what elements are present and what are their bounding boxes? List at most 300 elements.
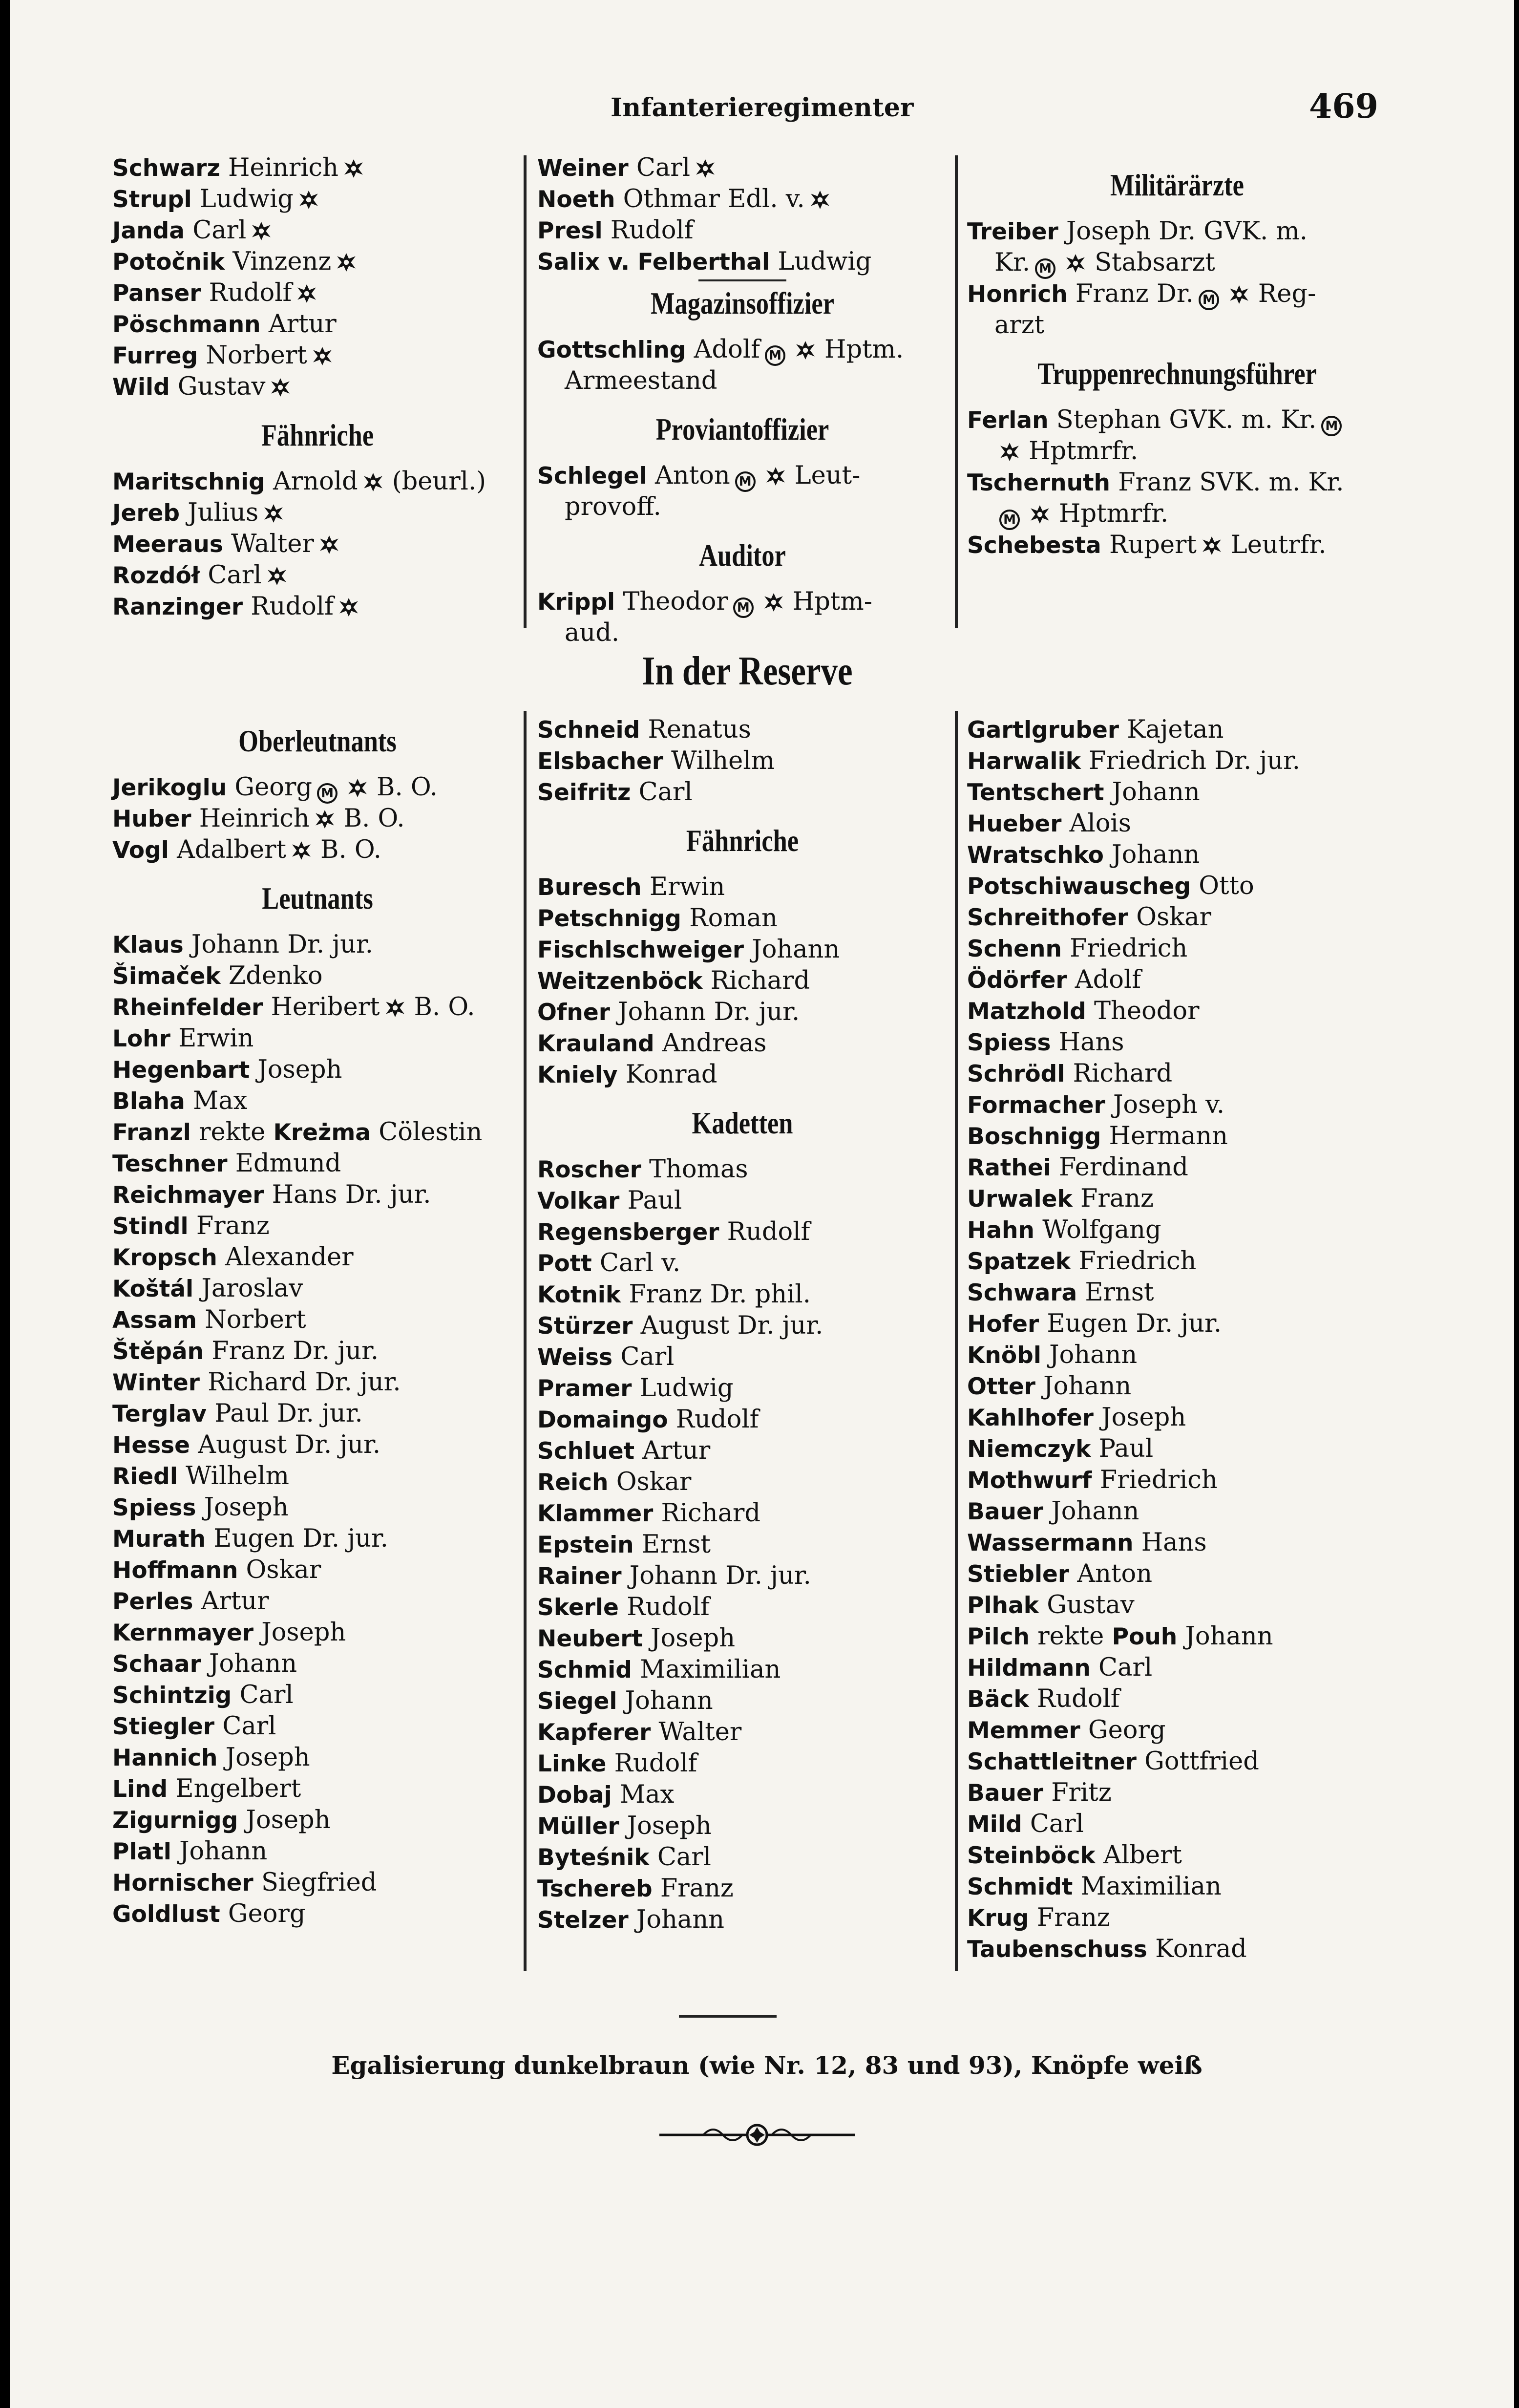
section-heading: Fähnriche: [686, 823, 799, 858]
roster-entry: [967, 405, 1387, 436]
roster-entry: [537, 1467, 948, 1498]
given-name: Maximilian: [632, 1655, 781, 1684]
alias-given-name: Cölestin: [371, 1118, 483, 1147]
surname: Kapferer: [537, 1719, 651, 1746]
surname: Janda: [112, 217, 185, 244]
given-name: Eugen Dr. jur.: [206, 1524, 388, 1553]
rank-note: B. O.: [343, 804, 405, 833]
cross-pattee-icon: [336, 252, 357, 273]
surname: Wassermann: [967, 1530, 1134, 1556]
roster-entry: [967, 1777, 1387, 1809]
given-name: Joseph: [619, 1811, 712, 1840]
roster-entry: [537, 777, 948, 808]
surname: Winter: [112, 1369, 200, 1396]
given-name: Ludwig: [191, 185, 294, 213]
roster-entry: [967, 1621, 1387, 1652]
surname: Spiess: [967, 1029, 1051, 1056]
surname: Potočnik: [112, 249, 225, 276]
roster-entry: [112, 1117, 523, 1148]
roster-entry: [537, 1717, 948, 1748]
roster-entry: [967, 933, 1387, 964]
given-name: Max: [185, 1087, 248, 1115]
roster-entry: [112, 1898, 523, 1930]
roster-entry: [537, 1498, 948, 1529]
given-name: Carl: [612, 1343, 675, 1371]
given-name: Gustav: [1039, 1591, 1135, 1620]
given-name: Carl: [185, 216, 247, 245]
given-name: Joseph: [642, 1624, 736, 1653]
given-name: Thomas: [641, 1155, 748, 1184]
roster-entry: [967, 1934, 1387, 1965]
surname: Elsbacher: [537, 748, 663, 775]
roster-entry: [967, 1652, 1387, 1683]
given-name: Walter: [223, 530, 314, 558]
reserve-column-3: [967, 714, 1387, 1965]
given-name: Johann: [617, 1686, 713, 1715]
medal-m-icon: M: [765, 345, 785, 366]
given-name: Franz SVK. m. Kr.: [1110, 468, 1344, 497]
surname: Wild: [112, 374, 170, 401]
roster-entry: [112, 246, 523, 277]
roster-entry: [112, 1398, 523, 1429]
surname: Schluet: [537, 1438, 635, 1465]
surname: Terglav: [112, 1401, 207, 1428]
given-name: Paul Dr. jur.: [206, 1399, 363, 1428]
cross-pattee-icon: [1229, 284, 1249, 305]
surname: Tschernuth: [967, 469, 1111, 496]
surname: Regensberger: [537, 1219, 719, 1246]
surname: Bauer: [967, 1498, 1044, 1525]
roster-entry: [112, 1304, 523, 1336]
surname: Hildmann: [967, 1655, 1091, 1682]
medal-m-icon: M: [1199, 290, 1219, 310]
cross-pattee-icon: [695, 158, 716, 179]
roster-entry: [537, 1279, 948, 1310]
given-name: Johann: [1103, 840, 1200, 869]
given-name: Oskar: [1128, 903, 1211, 932]
surname: Weitzenböck: [537, 968, 703, 995]
given-name: Johann: [744, 935, 840, 964]
surname: Pilch: [967, 1623, 1030, 1650]
given-name: Johann Dr. jur.: [183, 930, 373, 959]
cross-pattee-icon: [810, 190, 830, 210]
roster-entry: [967, 310, 1387, 341]
roster-entry: [112, 560, 523, 591]
given-name: Friedrich: [1092, 1466, 1218, 1494]
alias-given-name: Johann: [1177, 1622, 1273, 1651]
page-number: 469: [1309, 87, 1378, 126]
medal-m-icon: M: [317, 783, 338, 804]
surname: Vogl: [112, 837, 169, 864]
section-heading: Fähnriche: [261, 418, 374, 452]
roster-entry: [112, 1492, 523, 1523]
surname: Linke: [537, 1750, 607, 1777]
surname: Krug: [967, 1905, 1029, 1932]
surname: Gottschling: [537, 337, 686, 363]
roster-entry: [112, 1461, 523, 1492]
surname: Schrödl: [967, 1061, 1065, 1087]
roster-entry: [537, 1811, 948, 1842]
given-name: Andreas: [654, 1029, 767, 1058]
column-divider: [955, 155, 958, 628]
surname: Taubenschuss: [967, 1936, 1147, 1963]
given-name: Hermann: [1101, 1122, 1228, 1151]
roster-entry: [967, 1308, 1387, 1340]
given-name: Otto: [1191, 872, 1254, 900]
roster-entry: [537, 1904, 948, 1936]
surname: Klammer: [537, 1500, 654, 1527]
given-name: Paul: [619, 1186, 682, 1215]
roster-entry: [967, 498, 1387, 530]
roster-entry: [537, 1623, 948, 1654]
roster-entry: [967, 1809, 1387, 1840]
section-heading: Magazinsoffizier: [651, 286, 834, 320]
roster-entry: [967, 1746, 1387, 1777]
roster-entry: [967, 1715, 1387, 1746]
given-name: Carl v.: [591, 1249, 681, 1278]
given-name: Johann: [1043, 1497, 1139, 1526]
given-name: Alois: [1061, 809, 1131, 838]
roster-entry: [967, 1089, 1387, 1121]
given-name: Ernst: [633, 1530, 711, 1559]
cross-pattee-icon: [999, 442, 1020, 462]
given-name: Rudolf: [719, 1217, 810, 1246]
surname: Presl: [537, 217, 603, 244]
roster-entry: [112, 309, 523, 340]
roster-entry: [112, 1555, 523, 1586]
given-name: Siegfried: [253, 1868, 377, 1897]
given-name: Renatus: [640, 715, 751, 744]
roster-entry: [537, 365, 948, 397]
roster-entry: [967, 216, 1387, 247]
surname: Hannich: [112, 1745, 218, 1771]
section-heading: Proviantoffizier: [655, 412, 829, 447]
surname: Pöschmann: [112, 311, 261, 338]
cross-pattee-icon: [312, 346, 333, 366]
medal-m-icon: M: [999, 510, 1020, 530]
roster-entry: [967, 1402, 1387, 1433]
surname: Schwarz: [112, 155, 220, 182]
given-name: Carl: [628, 153, 691, 182]
surname: Blaha: [112, 1088, 185, 1115]
section-heading: Truppenrechnungsführer: [1037, 356, 1317, 391]
surname: Hegenbart: [112, 1057, 250, 1084]
given-name: Anton: [647, 461, 730, 490]
surname: Noeth: [537, 186, 615, 213]
roster-entry: [967, 1371, 1387, 1402]
reserve-column-2: [537, 714, 948, 1936]
given-name: Joseph: [1093, 1403, 1186, 1432]
given-name: Roman: [681, 904, 778, 933]
roster-entry: [967, 436, 1387, 467]
given-name: Norbert: [198, 341, 307, 370]
surname: Skerle: [537, 1594, 619, 1621]
surname: Stindl: [112, 1213, 189, 1240]
rank-note: Stabsarzt: [1095, 248, 1215, 277]
roster-entry: [537, 997, 948, 1028]
medal-m-icon: M: [733, 597, 754, 618]
rank-note: B. O.: [320, 835, 381, 864]
surname: Schlegel: [537, 463, 647, 490]
rank-note: Hptmrfr.: [1059, 499, 1169, 528]
surname: Ranzinger: [112, 594, 243, 620]
given-name: Carl: [1090, 1653, 1153, 1682]
given-name: Max: [612, 1780, 675, 1809]
roster-entry: [537, 1560, 948, 1592]
surname: Rheinfelder: [112, 994, 263, 1021]
surname: Siegel: [537, 1688, 617, 1715]
roster-entry: [112, 152, 523, 184]
surname: Reich: [537, 1469, 609, 1496]
roster-entry: [537, 491, 948, 523]
given-name: Joseph: [238, 1806, 331, 1834]
roster-entry: [537, 1654, 948, 1685]
given-name: Franz: [1029, 1903, 1110, 1932]
roster-entry: [537, 1059, 948, 1090]
given-name: rekte: [190, 1118, 274, 1147]
roster-entry: [112, 371, 523, 403]
surname: Stiebler: [967, 1561, 1070, 1588]
surname: Kernmayer: [112, 1620, 254, 1646]
surname: Schmidt: [967, 1874, 1073, 1900]
surname: Mothwurf: [967, 1467, 1092, 1494]
surname: Kahlhofer: [967, 1405, 1094, 1431]
column-divider: [955, 711, 958, 1971]
footer-rule: [679, 2015, 777, 2018]
surname: Assam: [112, 1307, 197, 1334]
rank-note: Hptm.: [824, 335, 904, 364]
given-name: Friedrich Dr. jur.: [1080, 746, 1301, 775]
roster-entry: [967, 1465, 1387, 1496]
surname: Stelzer: [537, 1907, 629, 1934]
given-name: Joseph: [253, 1618, 346, 1647]
roster-entry: [537, 152, 948, 184]
given-name: Konrad: [1147, 1935, 1247, 1963]
roster-entry: [537, 586, 948, 618]
given-name: Johann: [201, 1649, 297, 1678]
roster-entry: [537, 215, 948, 246]
surname: Rainer: [537, 1563, 622, 1590]
given-name: Rudolf: [602, 216, 694, 245]
roster-entry: [537, 184, 948, 215]
cross-pattee-icon: [1030, 504, 1050, 525]
roster-entry: [112, 1711, 523, 1742]
given-name: Rudolf: [201, 278, 292, 307]
surname: Hornischer: [112, 1870, 253, 1897]
surname: Schenn: [967, 936, 1062, 962]
given-name: rekte: [1030, 1622, 1112, 1651]
surname: Spatzek: [967, 1248, 1071, 1275]
given-name: Franz Dr.: [1067, 279, 1194, 308]
surname: Kniely: [537, 1062, 618, 1088]
given-name: Hans: [1051, 1028, 1124, 1057]
surname: Huber: [112, 806, 191, 832]
given-name: Artur: [634, 1436, 711, 1465]
given-name: Eugen Dr. jur.: [1039, 1309, 1222, 1338]
roster-entry: [967, 996, 1387, 1027]
surname: Wratschko: [967, 842, 1104, 869]
given-name: Albert: [1095, 1841, 1182, 1870]
roster-entry: [967, 1840, 1387, 1871]
surname: Neubert: [537, 1625, 643, 1652]
roster-entry: [112, 803, 523, 834]
reserve-heading: In der Reserve: [642, 648, 853, 694]
surname: Goldlust: [112, 1901, 220, 1928]
surname: Pramer: [537, 1375, 632, 1402]
surname: Harwalik: [967, 748, 1081, 775]
roster-entry: [112, 1429, 523, 1461]
surname: Fischlschweiger: [537, 937, 744, 963]
cross-pattee-icon: [763, 592, 784, 613]
given-name: Carl: [200, 561, 262, 590]
surname: Knöbl: [967, 1342, 1041, 1369]
alias-surname: Kreżma: [273, 1119, 371, 1146]
surname: Stürzer: [537, 1313, 633, 1340]
roster-entry: [537, 965, 948, 997]
roster-entry: [112, 1179, 523, 1211]
given-name: Konrad: [617, 1060, 717, 1089]
roster-entry: [112, 1805, 523, 1836]
medal-m-icon: M: [1321, 416, 1342, 436]
surname: Ödörfer: [967, 967, 1067, 994]
surname: Stiegler: [112, 1713, 215, 1740]
roster-entry: [112, 184, 523, 215]
surname: Steinböck: [967, 1842, 1096, 1869]
reserve-column-1: [112, 708, 523, 1930]
roster-entry: [967, 1058, 1387, 1089]
roster-entry: [537, 1248, 948, 1279]
cross-pattee-icon: [343, 158, 364, 179]
cross-pattee-icon: [765, 466, 786, 487]
surname: Buresch: [537, 874, 642, 901]
cross-pattee-icon: [263, 503, 284, 524]
given-name: Adolf: [1067, 965, 1141, 994]
section-heading: Leutnants: [262, 881, 373, 916]
rank-note: B. O.: [414, 993, 475, 1022]
surname: Volkar: [537, 1188, 620, 1215]
surname: Honrich: [967, 281, 1068, 308]
given-name: Anton: [1069, 1559, 1153, 1588]
surname: Franzl: [112, 1119, 191, 1146]
roster-entry: [537, 1185, 948, 1216]
roster-entry: [537, 872, 948, 903]
roster-entry: [112, 834, 523, 866]
given-name: Paul: [1091, 1434, 1154, 1463]
roster-entry: [112, 1773, 523, 1805]
cross-pattee-icon: [385, 998, 405, 1018]
given-name: Jaroslav: [193, 1274, 303, 1303]
cross-pattee-icon: [338, 597, 359, 618]
surname: Koštál: [112, 1276, 194, 1302]
roster-entry: [537, 746, 948, 777]
roster-entry: [967, 1121, 1387, 1152]
roster-entry: [112, 340, 523, 371]
roster-entry: [967, 1527, 1387, 1558]
roster-entry: [112, 466, 523, 497]
surname: Niemczyk: [967, 1436, 1091, 1463]
surname: Formacher: [967, 1092, 1105, 1119]
given-name: Georg: [1080, 1716, 1166, 1745]
given-name: Richard Dr. jur.: [199, 1368, 401, 1397]
roster-entry: [537, 460, 948, 491]
surname: Dobaj: [537, 1782, 612, 1809]
surname: Jereb: [112, 500, 180, 527]
roster-entry: [537, 1310, 948, 1342]
surname: Schmid: [537, 1657, 632, 1683]
given-name: Carl: [1022, 1810, 1084, 1838]
roster-entry: [112, 1680, 523, 1711]
cross-pattee-icon: [267, 566, 287, 586]
roster-entry: [537, 1373, 948, 1404]
surname: Salix v. Felberthal: [537, 249, 770, 276]
roster-entry: [967, 1496, 1387, 1527]
given-name: Carl: [631, 778, 693, 807]
roster-entry: [112, 1086, 523, 1117]
given-name: Johann: [1104, 778, 1200, 807]
roster-entry: [967, 1871, 1387, 1902]
roster-entry: [112, 1148, 523, 1179]
given-name: Johann Dr. jur.: [621, 1561, 811, 1590]
surname: Schintzig: [112, 1682, 232, 1709]
given-name: Friedrich: [1061, 934, 1188, 963]
given-name: Rudolf: [618, 1593, 710, 1621]
surname: Šimaček: [112, 963, 221, 990]
roster-entry: [537, 1685, 948, 1717]
roster-entry: [967, 1683, 1387, 1715]
roster-entry: [112, 1648, 523, 1680]
roster-entry: [112, 591, 523, 622]
surname: Strupl: [112, 186, 192, 213]
surname: Hesse: [112, 1432, 190, 1459]
roster-entry: [112, 960, 523, 992]
section-heading: Kadetten: [692, 1106, 793, 1140]
roster-entry: [112, 497, 523, 529]
footer-note: Egalisierung dunkelbraun (wie Nr. 12, 83 und 93), Knöpfe weiß: [331, 2051, 1203, 2080]
roster-entry: [967, 1902, 1387, 1934]
roster-entry: [537, 1342, 948, 1373]
given-name: Georg: [220, 1899, 306, 1928]
given-name: Theodor: [1086, 997, 1200, 1025]
surname: Hoffmann: [112, 1557, 238, 1584]
roster-entry: [112, 772, 523, 803]
cross-pattee-icon: [1202, 535, 1222, 556]
surname: Ferlan: [967, 407, 1049, 434]
given-name: August Dr. jur.: [633, 1311, 823, 1340]
rank-note: Hptmrfr.: [1029, 437, 1139, 466]
surname: Riedl: [112, 1463, 178, 1490]
top-column-2: [537, 152, 948, 649]
surname: Meeraus: [112, 531, 223, 558]
given-name: Walter: [651, 1718, 742, 1747]
document-page: [10, 0, 1514, 2408]
surname: Spiess: [112, 1494, 196, 1521]
given-name: Ferdinand: [1051, 1153, 1188, 1182]
surname: Hahn: [967, 1217, 1034, 1244]
cross-pattee-icon: [795, 340, 816, 361]
surname: Ofner: [537, 999, 610, 1026]
given-name: Franz Dr. jur.: [204, 1337, 379, 1365]
given-name: Julius: [180, 498, 259, 527]
surname: Mild: [967, 1811, 1022, 1838]
cross-pattee-icon: [270, 377, 291, 398]
roster-entry: [967, 1558, 1387, 1590]
given-name: Hans: [1133, 1528, 1207, 1557]
surname: Seifritz: [537, 779, 631, 806]
surname: Hueber: [967, 810, 1062, 837]
roster-entry: [112, 1273, 523, 1304]
given-name: Wilhelm: [177, 1462, 289, 1491]
roster-entry: [537, 934, 948, 965]
